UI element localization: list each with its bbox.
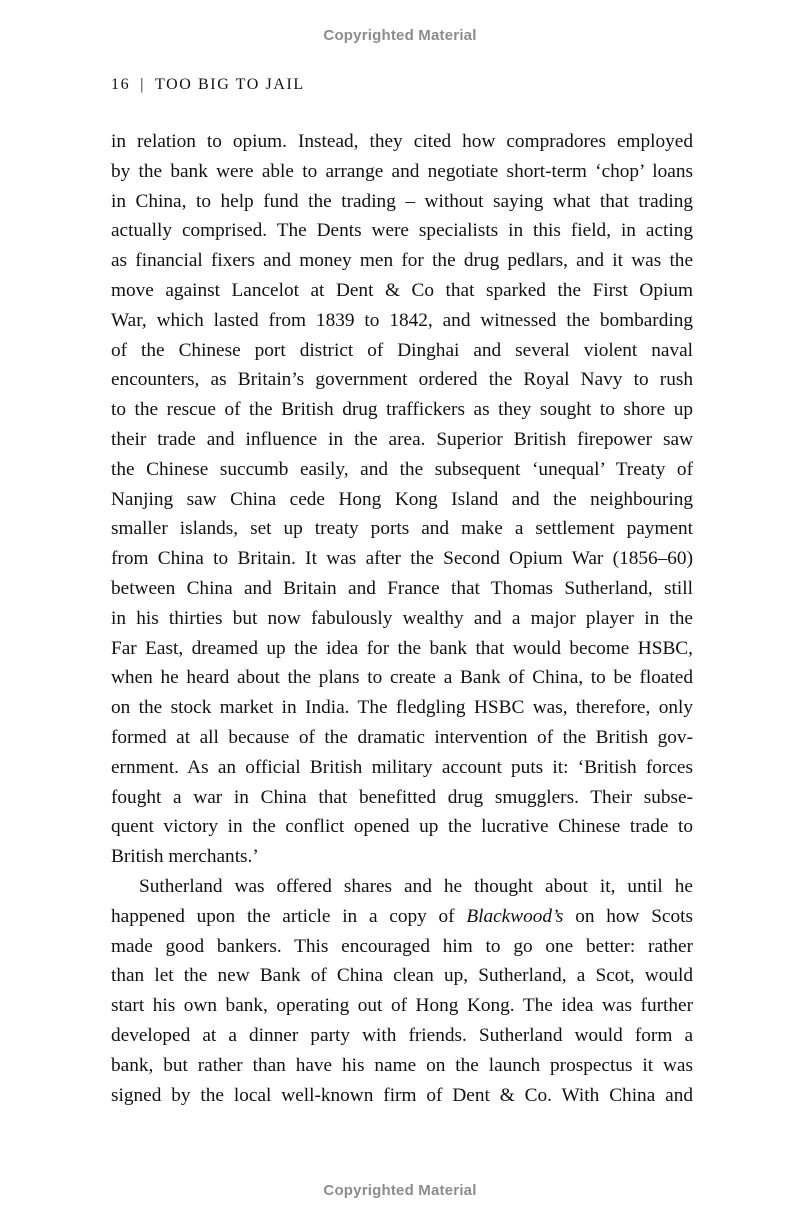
text-line: from China to Britain. It was after the Second Opium War (1856–60) bbox=[111, 548, 693, 570]
text-line: ernment. As an official British military account puts it: ‘British forces bbox=[111, 756, 693, 778]
text-line: their trade and influence in the area. Superior British firepower saw bbox=[111, 428, 693, 450]
text-line: signed by the local well-known firm of Dent & Co. With China and bbox=[111, 1084, 693, 1106]
text-line: start his own bank, operating out of Hong Kong. The idea was further bbox=[111, 995, 693, 1017]
running-head bbox=[111, 76, 305, 94]
text-line: encounters, as Britain’s government ordered the Royal Navy to rush bbox=[111, 369, 693, 391]
text-line: on the stock market in India. The fledgling HSBC was, therefore, only bbox=[111, 697, 693, 719]
text-line: the Chinese succumb easily, and the subsequent ‘unequal’ Treaty of bbox=[111, 458, 693, 480]
text-line: as financial fixers and money men for the drug pedlars, and it was the bbox=[111, 250, 693, 272]
text-line-with-italic bbox=[111, 902, 693, 932]
text-fragment: happened upon the article in a copy of bbox=[111, 905, 467, 927]
text-line-paragraph-end: British merchants.’ bbox=[111, 846, 259, 868]
page-number: 16 bbox=[111, 76, 131, 93]
text-line: Nanjing saw China cede Hong Kong Island and the neighbouring bbox=[111, 488, 693, 510]
text-line: smaller islands, set up treaty ports and make a settlement payment bbox=[111, 518, 693, 540]
text-line: made good bankers. This encouraged him to go one better: rather bbox=[111, 935, 693, 957]
italic-title-blackwoods: Blackwood’s bbox=[466, 905, 564, 927]
text-line: in relation to opium. Instead, they cited how compradores employed bbox=[111, 131, 693, 152]
text-line: by the bank were able to arrange and negotiate short-term ‘chop’ loans bbox=[111, 160, 693, 182]
copyright-watermark-top: Copyrighted Material bbox=[323, 27, 477, 44]
text-line: than let the new Bank of China clean up, Sutherland, a Scot, would bbox=[111, 965, 693, 987]
text-line: in his thirties but now fabulously wealthy and a major player in the bbox=[111, 607, 693, 629]
text-line: between China and Britain and France that Thomas Sutherland, still bbox=[111, 577, 693, 599]
text-line: actually comprised. The Dents were specialists in this field, in acting bbox=[111, 220, 693, 242]
text-line: move against Lancelot at Dent & Co that sparked the First Opium bbox=[111, 279, 693, 301]
text-line: formed at all because of the dramatic intervention of the British gov- bbox=[111, 726, 693, 748]
copyright-watermark-bottom: Copyrighted Material bbox=[323, 1182, 477, 1199]
text-fragment: on how Scots bbox=[563, 905, 693, 927]
text-line: when he heard about the plans to create a Bank of China, to be floated bbox=[111, 667, 693, 689]
text-line: in China, to help fund the trading – without saying what that trading bbox=[111, 190, 693, 212]
text-line: fought a war in China that benefitted drug smugglers. Their subse- bbox=[111, 786, 693, 808]
text-line: quent victory in the conflict opened up the lucrative Chinese trade to bbox=[111, 816, 693, 838]
text-line-paragraph-start: Sutherland was offered shares and he thought about it, until he bbox=[139, 875, 693, 897]
text-line: War, which lasted from 1839 to 1842, and witnessed the bombarding bbox=[111, 309, 693, 331]
text-line: to the rescue of the British drug traffickers as they sought to shore up bbox=[111, 399, 693, 421]
text-line: of the Chinese port district of Dinghai and several violent naval bbox=[111, 339, 693, 361]
body-text bbox=[111, 127, 693, 1110]
header-separator: | bbox=[140, 76, 146, 93]
text-line: bank, but rather than have his name on the launch prospectus it was bbox=[111, 1054, 693, 1076]
text-line: Far East, dreamed up the idea for the bank that would become HSBC, bbox=[111, 637, 693, 659]
book-title: TOO BIG TO JAIL bbox=[155, 76, 305, 93]
text-line: developed at a dinner party with friends. Sutherland would form a bbox=[111, 1024, 693, 1046]
